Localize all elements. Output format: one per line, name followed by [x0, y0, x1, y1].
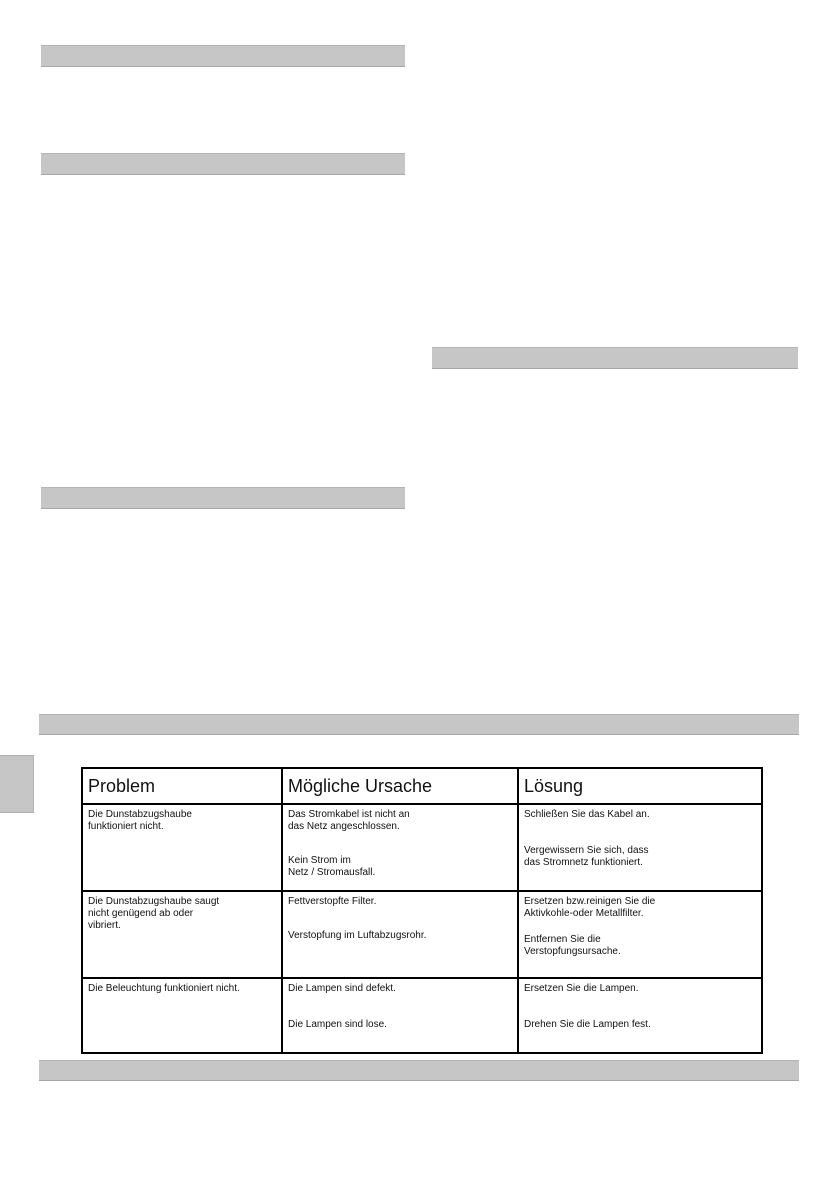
troubleshooting-table	[81, 767, 763, 1054]
troubleshooting-heading-bar	[39, 714, 799, 735]
section-heading-bar	[41, 487, 405, 509]
cause-text: Fettverstopfte Filter.	[288, 896, 377, 908]
problem-text: Die Dunstabzugshaube funktioniert nicht.	[88, 809, 192, 832]
table-row	[82, 804, 762, 891]
solution-cell	[518, 804, 762, 891]
problem-text: Die Dunstabzugshaube saugt nicht genügend ab oder vibriert.	[88, 896, 220, 932]
header-solution: Lösung	[518, 768, 762, 804]
cause-text: Das Stromkabel ist nicht an das Netz angeschlossen.	[288, 809, 410, 832]
cause-cell	[282, 978, 518, 1053]
solution-text: Entfernen Sie die Verstopfungsursache.	[524, 934, 621, 958]
solution-text: Ersetzen Sie die Lampen.	[524, 983, 639, 995]
solution-text: Schließen Sie das Kabel an.	[524, 809, 650, 820]
solution-text: Ersetzen bzw.reinigen Sie die Aktivkohle-oder Metallfilter.	[524, 896, 656, 920]
cause-text: Die Lampen sind lose.	[288, 1019, 387, 1031]
section-heading-bar	[39, 1060, 799, 1081]
cause-text: Die Lampen sind defekt.	[288, 983, 396, 995]
cause-text: Verstopfung im Luftabzugsrohr.	[288, 930, 427, 942]
section-heading-bar	[41, 45, 405, 67]
table-row	[82, 978, 762, 1053]
solution-cell	[518, 978, 762, 1053]
solution-cell	[518, 891, 762, 978]
header-cause: Mögliche Ursache	[282, 768, 518, 804]
cause-cell	[282, 804, 518, 891]
section-heading-bar	[432, 347, 798, 369]
cause-text: Kein Strom im Netz / Stromausfall.	[288, 855, 376, 878]
solution-text: Drehen Sie die Lampen fest.	[524, 1019, 651, 1031]
problem-text: Die Beleuchtung funktioniert nicht.	[88, 983, 240, 995]
problem-cell	[82, 891, 282, 978]
cause-cell	[282, 891, 518, 978]
table-header-row	[82, 768, 762, 804]
table-row	[82, 891, 762, 978]
language-side-tab	[0, 755, 34, 813]
section-heading-bar	[41, 153, 405, 175]
problem-cell	[82, 978, 282, 1053]
header-problem: Problem	[82, 768, 282, 804]
problem-cell	[82, 804, 282, 891]
solution-text: Vergewissern Sie sich, dass das Stromnetz funktioniert.	[524, 845, 649, 868]
